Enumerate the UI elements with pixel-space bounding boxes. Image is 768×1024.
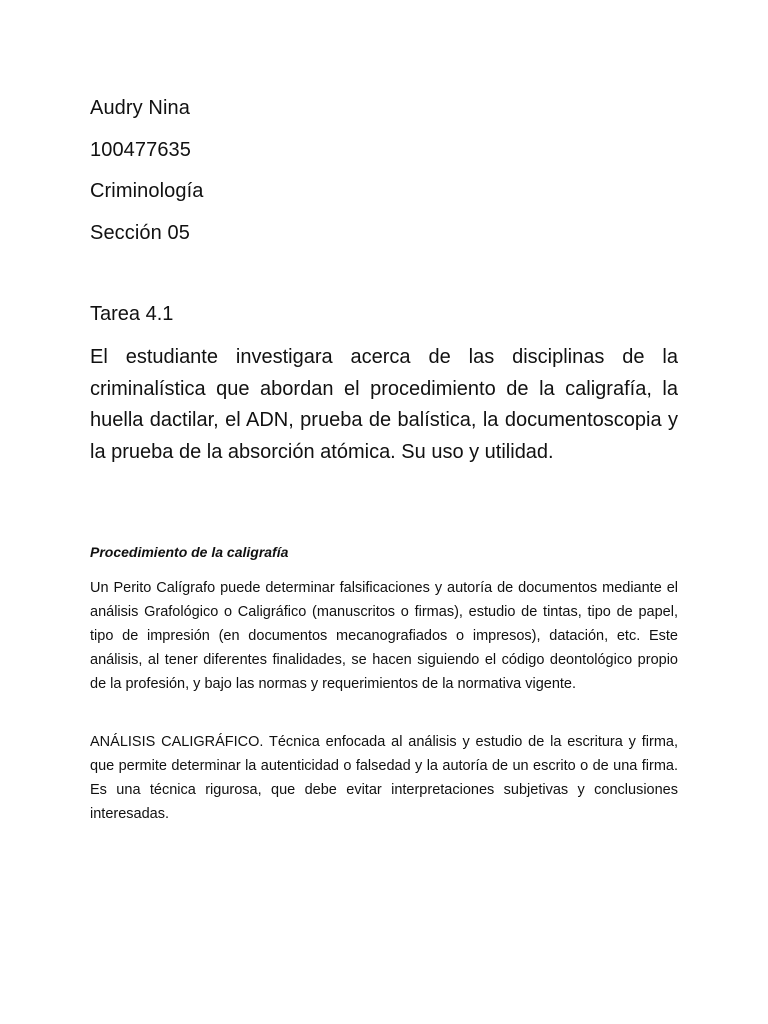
student-id: 100477635 xyxy=(90,139,192,161)
body-paragraph: ANÁLISIS CALIGRÁFICO. Técnica enfocada al análisis y estudio de la escritura y firma, que permite determinar la autenticidad o falsedad y la autoría de un escrito o de una firma. Es una técnica rigurosa, que debe evitar interpretaciones subjetivas y conclusiones interesadas. xyxy=(90,734,678,822)
student-name: Audry Nina xyxy=(90,97,190,119)
section-heading: Procedimiento de la caligrafía xyxy=(90,544,289,560)
body-paragraph: Un Perito Calígrafo puede determinar falsificaciones y autoría de documentos mediante el análisis Grafológico o Caligráfico (manuscritos o firmas), estudio de tintas, tipo de papel, tipo de impresión (en documentos mecanografiados o impresos), datación, etc. Este análisis, al tener diferentes finalidades, se hacen siguiendo el código deontológico propio de la profesión, y bajo las normas y requerimientos de la normativa vigente. xyxy=(90,580,678,692)
course-name: Criminología xyxy=(90,180,204,202)
task-title: Tarea 4.1 xyxy=(90,303,174,325)
section-number: Sección 05 xyxy=(90,222,190,244)
task-description: El estudiante investigara acerca de las disciplinas de la criminalística que abordan el procedimiento de la caligrafía, la huella dactilar, el ADN, prueba de balística, la documentoscopia y la prueba de la absorción atómica. Su uso y utilidad. xyxy=(90,346,678,463)
